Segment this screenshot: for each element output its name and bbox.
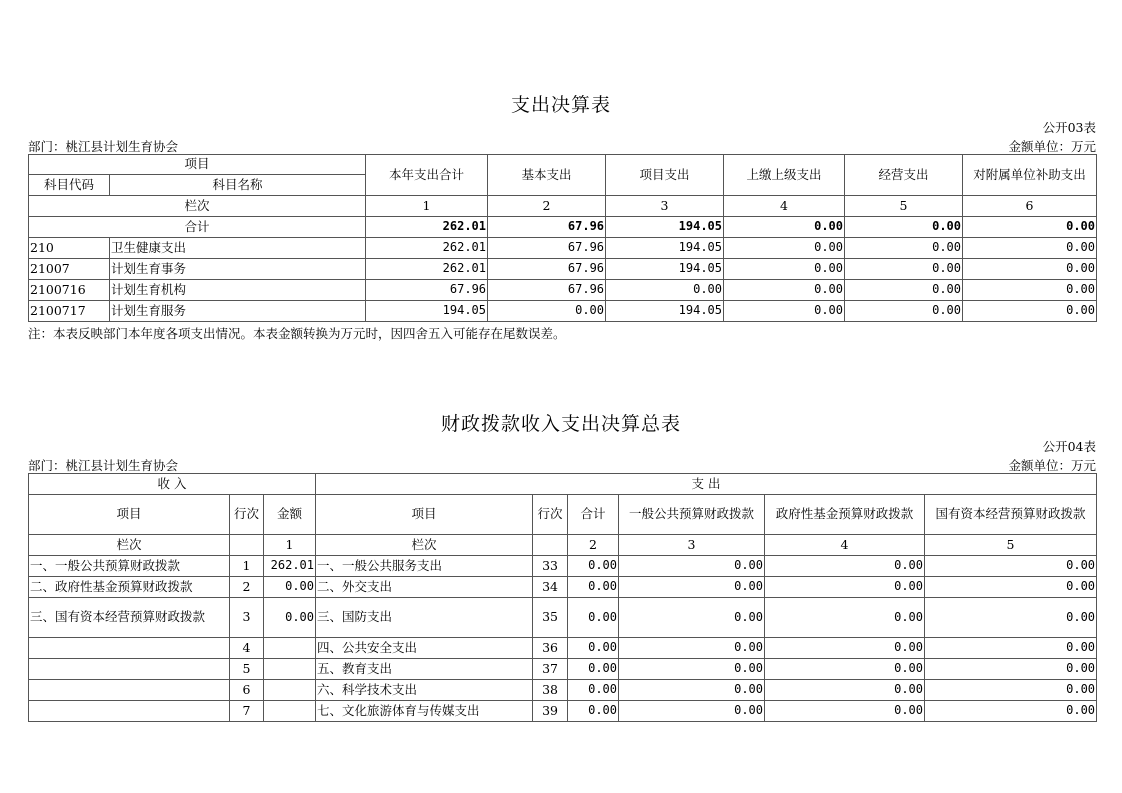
subject-code: 21007 [29,259,110,280]
col-number: 4 [765,535,925,556]
cell-value: 0.00 [724,238,845,259]
col-number: 3 [606,196,724,217]
subject-name: 卫生健康支出 [110,238,366,259]
income-item [29,680,230,701]
col-number: 2 [568,535,619,556]
header-subsidy-expense: 对附属单位补助支出 [963,155,1097,196]
cell-value: 0.00 [845,301,963,322]
income-row-no: 2 [230,577,264,598]
appropriation-summary-table [28,473,1097,722]
col-number: 4 [724,196,845,217]
header-state-capital-budget: 国有资本经营预算财政拨款 [925,495,1097,535]
table-row [29,577,1097,598]
header-general-budget: 一般公共预算财政拨款 [619,495,765,535]
income-item: 三、国有资本经营预算财政拨款 [29,598,230,638]
header-income: 收 入 [29,474,316,495]
expense-total: 0.00 [568,659,619,680]
table2-form-no: 公开04表 [1042,439,1096,454]
col-number: 5 [925,535,1097,556]
income-item [29,659,230,680]
table-row [29,659,1097,680]
fund-value: 0.00 [765,701,925,722]
cell-value: 0.00 [845,259,963,280]
expense-total: 0.00 [568,556,619,577]
table-row [29,701,1097,722]
expenditure-table [28,154,1097,322]
state-value: 0.00 [925,598,1097,638]
col-number: 1 [366,196,488,217]
col-number: 6 [963,196,1097,217]
income-amount [264,701,316,722]
income-row-no: 7 [230,701,264,722]
income-row-no: 1 [230,556,264,577]
header-income-row-no: 行次 [230,495,264,535]
table2-unit: 金额单位：万元 [1008,458,1096,473]
subject-code: 2100716 [29,280,110,301]
cell-value: 0.00 [845,238,963,259]
expense-row-no: 39 [533,701,568,722]
col-number: 3 [619,535,765,556]
fund-value: 0.00 [765,659,925,680]
column-number-row [29,535,1097,556]
expense-total: 0.00 [568,701,619,722]
header-name: 科目名称 [110,175,366,196]
income-item [29,701,230,722]
cell-value: 0.00 [963,280,1097,301]
total-value: 194.05 [606,217,724,238]
income-row-no: 6 [230,680,264,701]
cell-value: 0.00 [488,301,606,322]
expense-total: 0.00 [568,680,619,701]
header-project: 项目 [29,155,366,175]
income-row-no: 4 [230,638,264,659]
expense-row-no: 35 [533,598,568,638]
cell-value: 67.96 [366,280,488,301]
general-value: 0.00 [619,701,765,722]
column-number-row [29,196,1097,217]
state-value: 0.00 [925,659,1097,680]
header-total-expense: 本年支出合计 [366,155,488,196]
header-operating-expense: 经营支出 [845,155,963,196]
total-row [29,217,1097,238]
general-value: 0.00 [619,680,765,701]
expense-item: 三、国防支出 [316,598,533,638]
expense-item: 一、一般公共服务支出 [316,556,533,577]
general-value: 0.00 [619,659,765,680]
table1-form-no: 公开03表 [1042,120,1096,135]
cell-value: 194.05 [366,301,488,322]
income-amount: 0.00 [264,598,316,638]
income-row-no: 5 [230,659,264,680]
table-row [29,638,1097,659]
income-item: 二、政府性基金预算财政拨款 [29,577,230,598]
table-row [29,680,1097,701]
table2-title: 财政拨款收入支出决算总表 [440,413,681,435]
lanci-label: 栏次 [316,535,533,556]
table-row [29,280,1097,301]
col-number: 5 [845,196,963,217]
header-expense: 支 出 [316,474,1097,495]
col-number: 1 [264,535,316,556]
cell-value: 0.00 [963,259,1097,280]
total-value: 0.00 [963,217,1097,238]
expense-row-no: 34 [533,577,568,598]
state-value: 0.00 [925,638,1097,659]
header-expense-item: 项目 [316,495,533,535]
fund-value: 0.00 [765,556,925,577]
income-item [29,638,230,659]
general-value: 0.00 [619,598,765,638]
state-value: 0.00 [925,577,1097,598]
table-row [29,301,1097,322]
expense-total: 0.00 [568,598,619,638]
income-item: 一、一般公共预算财政拨款 [29,556,230,577]
general-value: 0.00 [619,638,765,659]
cell-value: 194.05 [606,301,724,322]
expense-total: 0.00 [568,638,619,659]
table1-department: 部门：桃江县计划生育协会 [28,139,179,154]
header-expense-row-no: 行次 [533,495,568,535]
cell-value: 67.96 [488,259,606,280]
cell-value: 194.05 [606,238,724,259]
header-basic-expense: 基本支出 [488,155,606,196]
header-project-expense: 项目支出 [606,155,724,196]
fund-value: 0.00 [765,638,925,659]
table2-department: 部门：桃江县计划生育协会 [28,458,179,473]
subject-name: 计划生育机构 [110,280,366,301]
table-row [29,259,1097,280]
header-fund-budget: 政府性基金预算财政拨款 [765,495,925,535]
cell-value: 262.01 [366,259,488,280]
table1-unit: 金额单位：万元 [1008,139,1096,154]
header-expense-total: 合计 [568,495,619,535]
expense-item: 七、文化旅游体育与传媒支出 [316,701,533,722]
cell-value: 0.00 [845,280,963,301]
fund-value: 0.00 [765,577,925,598]
cell-value: 0.00 [963,301,1097,322]
subject-name: 计划生育服务 [110,301,366,322]
expense-item: 六、科学技术支出 [316,680,533,701]
subject-name: 计划生育事务 [110,259,366,280]
cell-value: 262.01 [366,238,488,259]
cell-value: 0.00 [963,238,1097,259]
income-amount: 262.01 [264,556,316,577]
table-row [29,238,1097,259]
expense-row-no: 38 [533,680,568,701]
state-value: 0.00 [925,701,1097,722]
header-code: 科目代码 [29,175,110,196]
expense-item: 四、公共安全支出 [316,638,533,659]
cell-value: 67.96 [488,280,606,301]
header-remit-expense: 上缴上级支出 [724,155,845,196]
expense-row-no: 33 [533,556,568,577]
header-income-amount: 金额 [264,495,316,535]
lanci-label: 栏次 [29,535,230,556]
expense-row-no: 36 [533,638,568,659]
table-row [29,598,1097,638]
total-value: 67.96 [488,217,606,238]
table1-note: 注：本表反映部门本年度各项支出情况。本表金额转换为万元时，因四舍五入可能存在尾数误差。 [28,326,566,341]
expense-total: 0.00 [568,577,619,598]
table1-title: 支出决算表 [510,94,611,116]
total-value: 0.00 [845,217,963,238]
cell-value: 0.00 [724,259,845,280]
expense-item: 二、外交支出 [316,577,533,598]
col-number: 2 [488,196,606,217]
general-value: 0.00 [619,556,765,577]
cell-value: 0.00 [724,280,845,301]
income-amount: 0.00 [264,577,316,598]
total-value: 0.00 [724,217,845,238]
lanci-label: 栏次 [29,196,366,217]
subject-code: 210 [29,238,110,259]
fund-value: 0.00 [765,598,925,638]
income-row-no: 3 [230,598,264,638]
table-row [29,556,1097,577]
total-value: 262.01 [366,217,488,238]
general-value: 0.00 [619,577,765,598]
state-value: 0.00 [925,680,1097,701]
fund-value: 0.00 [765,680,925,701]
expense-row-no: 37 [533,659,568,680]
subject-code: 2100717 [29,301,110,322]
header-income-item: 项目 [29,495,230,535]
cell-value: 194.05 [606,259,724,280]
income-amount [264,638,316,659]
cell-value: 0.00 [724,301,845,322]
state-value: 0.00 [925,556,1097,577]
income-amount [264,680,316,701]
expense-item: 五、教育支出 [316,659,533,680]
cell-value: 67.96 [488,238,606,259]
income-amount [264,659,316,680]
total-label: 合计 [29,217,366,238]
cell-value: 0.00 [606,280,724,301]
